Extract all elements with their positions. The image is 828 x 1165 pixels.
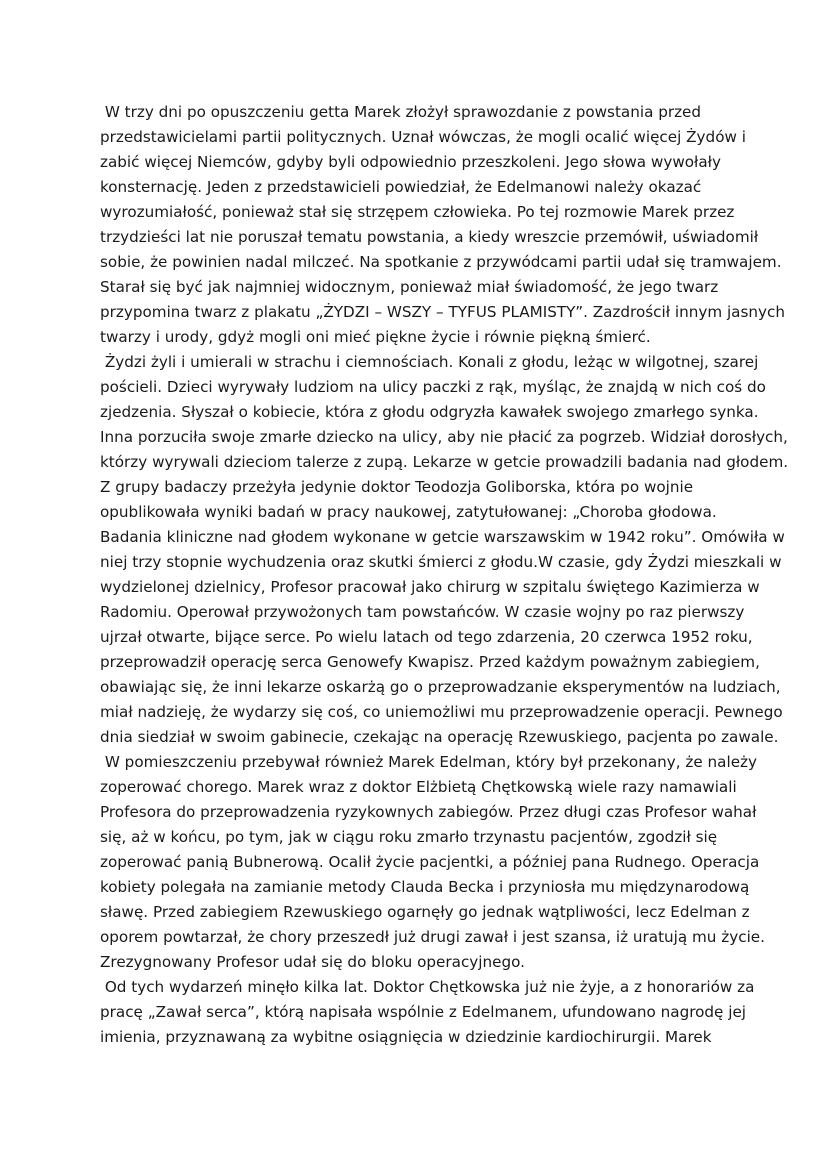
text-line: przeprowadził operację serca Genowefy Kwapisz. Przed każdym poważnym zabiegiem, (100, 653, 760, 671)
text-line: Od tych wydarzeń minęło kilka lat. Doktor Chętkowska już nie żyje, a z honorariów za (100, 978, 755, 996)
text-line: imienia, przyznawaną za wybitne osiągnięcia w dziedzinie kardiochirurgii. Marek (100, 1028, 712, 1046)
text-line: oporem powtarzał, że chory przeszedł już drugi zawał i jest szansa, iż uratują mu życie. (100, 928, 765, 946)
body-text (100, 100, 789, 1050)
text-line: wyrozumiałość, ponieważ stał się strzępem człowieka. Po tej rozmowie Marek przez (100, 203, 735, 221)
text-line: wydzielonej dzielnicy, Profesor pracował jako chirurg w szpitalu świętego Kazimierza w (100, 578, 760, 596)
text-line: kobiety polegała na zamianie metody Clauda Becka i przyniosła mu międzynarodową (100, 878, 750, 896)
text-line: Badania kliniczne nad głodem wykonane w getcie warszawskim w 1942 roku”. Omówiła w (100, 528, 785, 546)
text-line: W pomieszczeniu przebywał również Marek Edelman, który był przekonany, że należy (100, 753, 758, 771)
text-line: sławę. Przed zabiegiem Rzewuskiego ogarnęły go jednak wątpliwości, lecz Edelman z (100, 903, 750, 921)
text-line: niej trzy stopnie wychudzenia oraz skutki śmierci z głodu.W czasie, gdy Żydzi mieszkali w (100, 553, 782, 571)
text-line: Radomiu. Operował przywożonych tam powstańców. W czasie wojny po raz pierwszy (100, 603, 745, 621)
text-line: pościeli. Dzieci wyrywały ludziom na ulicy paczki z rąk, myśląc, że znajdą w nich coś do (100, 378, 766, 396)
text-line: opublikowała wyniki badań w pracy naukowej, zatytułowanej: „Choroba głodowa. (100, 503, 717, 521)
text-line: zjedzenia. Słyszał o kobiecie, która z głodu odgryzła kawałek swojego zmarłego synka. (100, 403, 759, 421)
text-line: pracę „Zawał serca”, którą napisała wspólnie z Edelmanem, ufundowano nagrodę jej (100, 1003, 747, 1021)
text-line: zabić więcej Niemców, gdyby byli odpowiednio przeszkoleni. Jego słowa wywołały (100, 153, 721, 171)
text-line: ujrzał otwarte, bijące serce. Po wielu latach od tego zdarzenia, 20 czerwca 1952 roku, (100, 628, 753, 646)
text-line: obawiając się, że inni lekarze oskarżą go o przeprowadzanie eksperymentów na ludziach, (100, 678, 781, 696)
text-line: Starał się być jak najmniej widocznym, ponieważ miał świadomość, że jego twarz (100, 278, 719, 296)
text-line: przedstawicielami partii politycznych. Uznał wówczas, że mogli ocalić więcej Żydów i (100, 128, 746, 146)
text-line: sobie, że powinien nadal milczeć. Na spotkanie z przywódcami partii udał się tramwajem. (100, 253, 782, 271)
text-line: dnia siedział w swoim gabinecie, czekając na operację Rzewuskiego, pacjenta po zawale. (100, 728, 779, 746)
text-line: Zrezygnowany Profesor udał się do bloku operacyjnego. (100, 953, 525, 971)
text-line: konsternację. Jeden z przedstawicieli powiedział, że Edelmanowi należy okazać (100, 178, 702, 196)
text-line: zoperować panią Bubnerową. Ocalił życie pacjentki, a później pana Rudnego. Operacja (100, 853, 760, 871)
text-line: Profesora do przeprowadzenia ryzykownych zabiegów. Przez długi czas Profesor wahał (100, 803, 757, 821)
text-line: Żydzi żyli i umierali w strachu i ciemnościach. Konali z głodu, leżąc w wilgotnej, szarej (100, 353, 759, 371)
text-line: przypomina twarz z plakatu „ŻYDZI – WSZY – TYFUS PLAMISTY”. Zazdrościł innym jasnych (100, 303, 785, 321)
text-line: twarzy i urody, gdyż mogli oni mieć piękne życie i równie piękną śmierć. (100, 328, 651, 346)
text-line: miał nadzieję, że wydarzy się coś, co uniemożliwi mu przeprowadzenie operacji. Pewnego (100, 703, 783, 721)
text-line: Z grupy badaczy przeżyła jedynie doktor Teodozja Goliborska, która po wojnie (100, 478, 694, 496)
text-line: trzydzieści lat nie poruszał tematu powstania, a kiedy wreszcie przemówił, uświadomił (100, 228, 759, 246)
text-line: którzy wyrywali dzieciom talerze z zupą. Lekarze w getcie prowadzili badania nad głodem. (100, 453, 789, 471)
text-line: W trzy dni po opuszczeniu getta Marek złożył sprawozdanie z powstania przed (100, 103, 702, 121)
text-line: się, aż w końcu, po tym, jak w ciągu roku zmarło trzynastu pacjentów, zgodził się (100, 828, 718, 846)
text-line: zoperować chorego. Marek wraz z doktor Elżbietą Chętkowską wiele razy namawiali (100, 778, 737, 796)
text-line: Inna porzuciła swoje zmarłe dziecko na ulicy, aby nie płacić za pogrzeb. Widział dorosłych, (100, 428, 788, 446)
